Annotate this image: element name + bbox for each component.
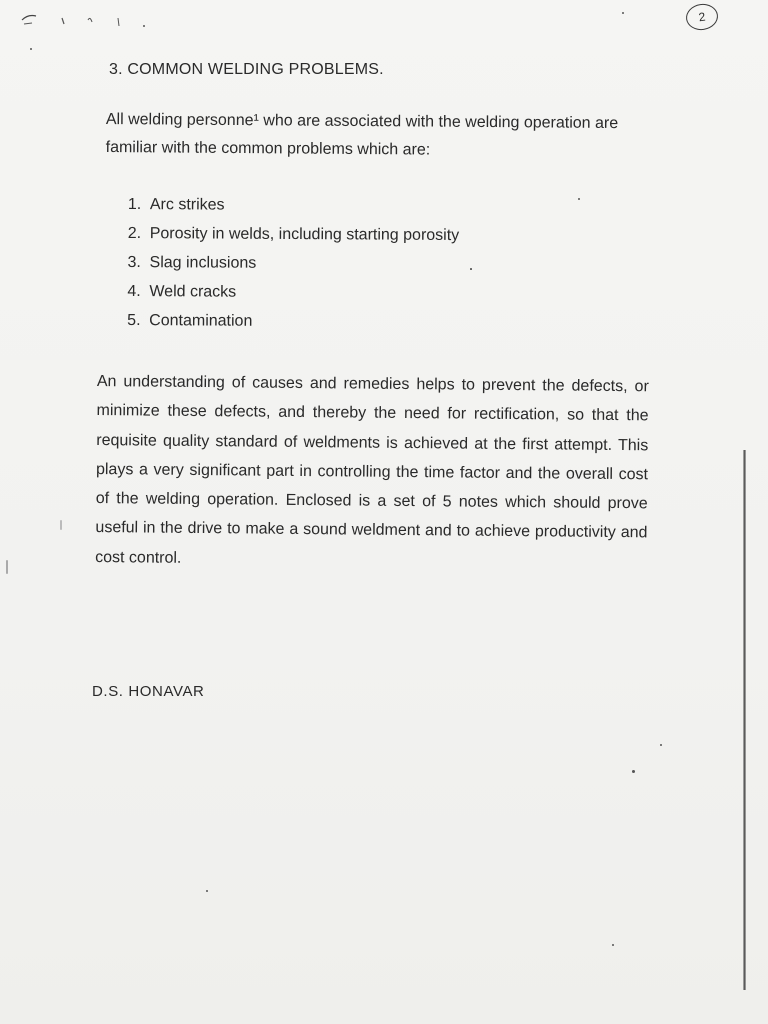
list-item bbox=[128, 219, 460, 250]
list-item bbox=[127, 277, 459, 308]
scan-speck bbox=[6, 560, 8, 574]
list-item bbox=[127, 306, 459, 337]
list-item-number: 2. bbox=[127, 224, 142, 243]
scan-speck bbox=[612, 944, 614, 946]
list-item-number: 5. bbox=[127, 311, 141, 330]
list-item-text: Weld cracks bbox=[149, 283, 237, 301]
list-item-text: Contamination bbox=[149, 312, 253, 330]
list-item-text: Arc strikes bbox=[149, 196, 225, 214]
scan-speck bbox=[622, 12, 624, 14]
list-item-number: 3. bbox=[127, 253, 141, 272]
list-item bbox=[128, 190, 460, 221]
scan-speck bbox=[60, 520, 62, 530]
scan-artifact-marks bbox=[18, 6, 158, 32]
list-item-text: Porosity in welds, including starting porosity bbox=[149, 225, 460, 245]
intro-paragraph: All welding personne¹ who are associated with the welding operation are familiar with the common problems which are: bbox=[105, 110, 619, 159]
list-item bbox=[127, 248, 459, 279]
scan-speck bbox=[206, 890, 208, 892]
scan-speck bbox=[660, 744, 662, 746]
scan-speck bbox=[578, 198, 580, 200]
page-number-circle: 2 bbox=[684, 2, 719, 32]
author-signature: D.S. HONAVAR bbox=[92, 683, 205, 700]
section-heading: 3. COMMON WELDING PROBLEMS. bbox=[109, 61, 384, 78]
list-item-text: Slag inclusions bbox=[149, 254, 257, 272]
problem-list bbox=[127, 190, 459, 337]
scan-speck bbox=[30, 48, 32, 50]
scan-speck bbox=[470, 268, 472, 270]
body-paragraph: An understanding of causes and remedies helps to prevent the defects, or minimize these defects, and thereby the need for rectification, so that the requisite quality standard of weldments is achieved at the first attempt. This plays a very significant part in controlling the time factor and the overall cost of the welding operation. Enclosed is a set of 5 notes which should prove useful in the drive to make a sound weldment and to achieve productivity and cost control. bbox=[95, 372, 649, 567]
scan-speck bbox=[632, 770, 635, 773]
scan-edge-line bbox=[743, 450, 746, 990]
list-item-number: 4. bbox=[127, 282, 141, 301]
list-item-number: 1. bbox=[127, 195, 142, 214]
